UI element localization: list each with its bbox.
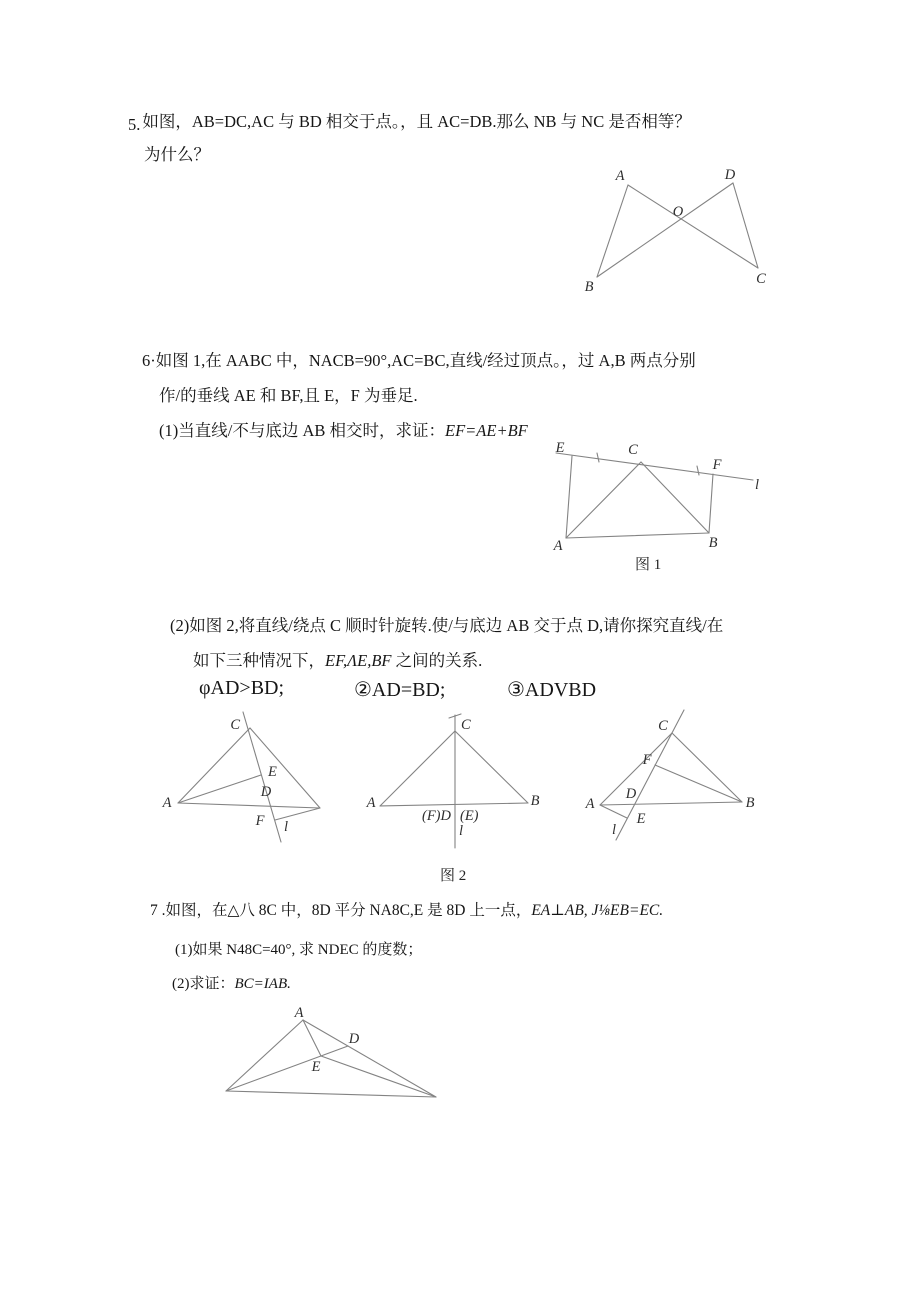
fig62b-label-e: (E): [460, 808, 479, 824]
problem6-part2-line2: [193, 647, 482, 671]
fig61-label-l: l: [754, 477, 760, 493]
fig62a-label-c: C: [230, 717, 240, 733]
problem6-part2-suffix: 之间的关系.: [391, 651, 483, 670]
fig62b-label-fd: (F)D: [422, 808, 451, 824]
figure-6-2b: [365, 705, 545, 860]
problem5-number: 5.: [128, 115, 141, 134]
problem7-line1-prefix: 7 .如图，在△八 8C 中，8D 平分 NA8C,E 是 8D 上一点，: [150, 902, 532, 919]
problem6-cases-row: [0, 677, 920, 705]
fig61-label-c: C: [628, 442, 638, 458]
fig61-lines: [556, 453, 753, 538]
fig62a-label-a: A: [162, 795, 172, 811]
figure-problem7: [215, 1005, 450, 1105]
problem5-line2: 为什么？: [144, 145, 210, 164]
fig62b-label-l: l: [459, 823, 464, 839]
fig62c-label-c: C: [658, 718, 668, 734]
fig7-label-a: A: [294, 1005, 304, 1021]
problem6-part1-label: (1)当直线/不与底边 AB 相交时，求证：: [159, 421, 445, 440]
figure-6-2c: [585, 705, 760, 855]
problem7-part2-prefix: (2)求证：: [172, 976, 235, 992]
fig1-caption: 图 1: [635, 557, 662, 573]
problem7-part2: [172, 972, 291, 993]
case-1: φAD>BD;: [199, 677, 285, 699]
fig62b-label-c: C: [461, 717, 471, 733]
fig62a-label-l: l: [284, 819, 289, 835]
fig2-caption: 图 2: [440, 868, 467, 884]
case-2: ②AD=BD;: [354, 679, 446, 701]
fig62c-label-d: D: [625, 786, 637, 802]
figure-problem5: [575, 160, 790, 300]
fig61-label-a: A: [553, 538, 563, 554]
fig62a-lines: [178, 712, 320, 842]
fig62c-label-l: l: [611, 822, 617, 838]
fig61-label-b: B: [708, 535, 718, 551]
problem6-part2-prefix: 如下三种情况下，: [193, 651, 325, 670]
problem6-part2-line1: (2)如图 2,将直线/绕点 C 顺时针旋转.使/与底边 AB 交于点 D,请你探究直线/在: [170, 616, 724, 635]
problem7-line1: [150, 898, 663, 920]
fig62b-label-a: A: [366, 795, 376, 811]
fig62b-label-b: B: [530, 793, 540, 809]
problem5-text: 如图，AB=DC,AC 与 BD 相交于点。，且 AC=DB.那么 NB 与 NC 是否相等？: [142, 112, 691, 131]
problem7-part1: (1)如果 N48C=40°, 求 NDEC 的度数；: [175, 942, 423, 958]
fig5-lines: [597, 183, 758, 277]
fig62a-label-e: E: [268, 764, 277, 780]
problem6-line1: 6·如图 1,在 AABC 中，NACB=90°,AC=BC,直线/经过顶点。，过 A,B 两点分别: [142, 351, 696, 370]
fig62c-lines: [600, 710, 742, 840]
fig5-label-d: D: [724, 167, 736, 183]
figure-6-2a: [160, 705, 332, 855]
fig62c-label-a: A: [585, 796, 595, 812]
fig61-label-e: E: [555, 440, 565, 456]
case-3: ③ADVBD: [507, 679, 597, 701]
fig5-label-c: C: [756, 271, 766, 287]
fig62c-label-e: E: [636, 811, 646, 827]
fig5-label-b: B: [584, 279, 594, 295]
problem6-part1-formula: EF=AE+BF: [445, 421, 528, 440]
fig7-label-d: D: [348, 1031, 360, 1047]
fig62b-lines: [380, 714, 528, 848]
fig7-lines: [226, 1020, 436, 1097]
fig7-label-e: E: [311, 1059, 321, 1075]
problem7-line1-formula: EA⊥AB, J⅛EB=EC.: [531, 902, 664, 919]
fig62a-label-f: F: [255, 813, 265, 829]
fig62a-label-d: D: [260, 784, 272, 800]
fig5-label-o: O: [672, 204, 684, 220]
problem6-part2-formula: EF,ΛE,BF: [325, 651, 392, 670]
problem6-part1: [159, 417, 528, 441]
problem5-line1: [128, 108, 691, 132]
fig62c-label-f: F: [642, 752, 652, 768]
fig62c-label-b: B: [745, 795, 755, 811]
problem6-line2: 作/的垂线 AE 和 BF,且 E，F 为垂足.: [159, 386, 418, 405]
figure-6-1: [545, 438, 770, 568]
fig61-label-f: F: [712, 457, 722, 473]
fig5-label-a: A: [615, 168, 625, 184]
problem7-part2-formula: BC=IAB.: [234, 976, 291, 992]
